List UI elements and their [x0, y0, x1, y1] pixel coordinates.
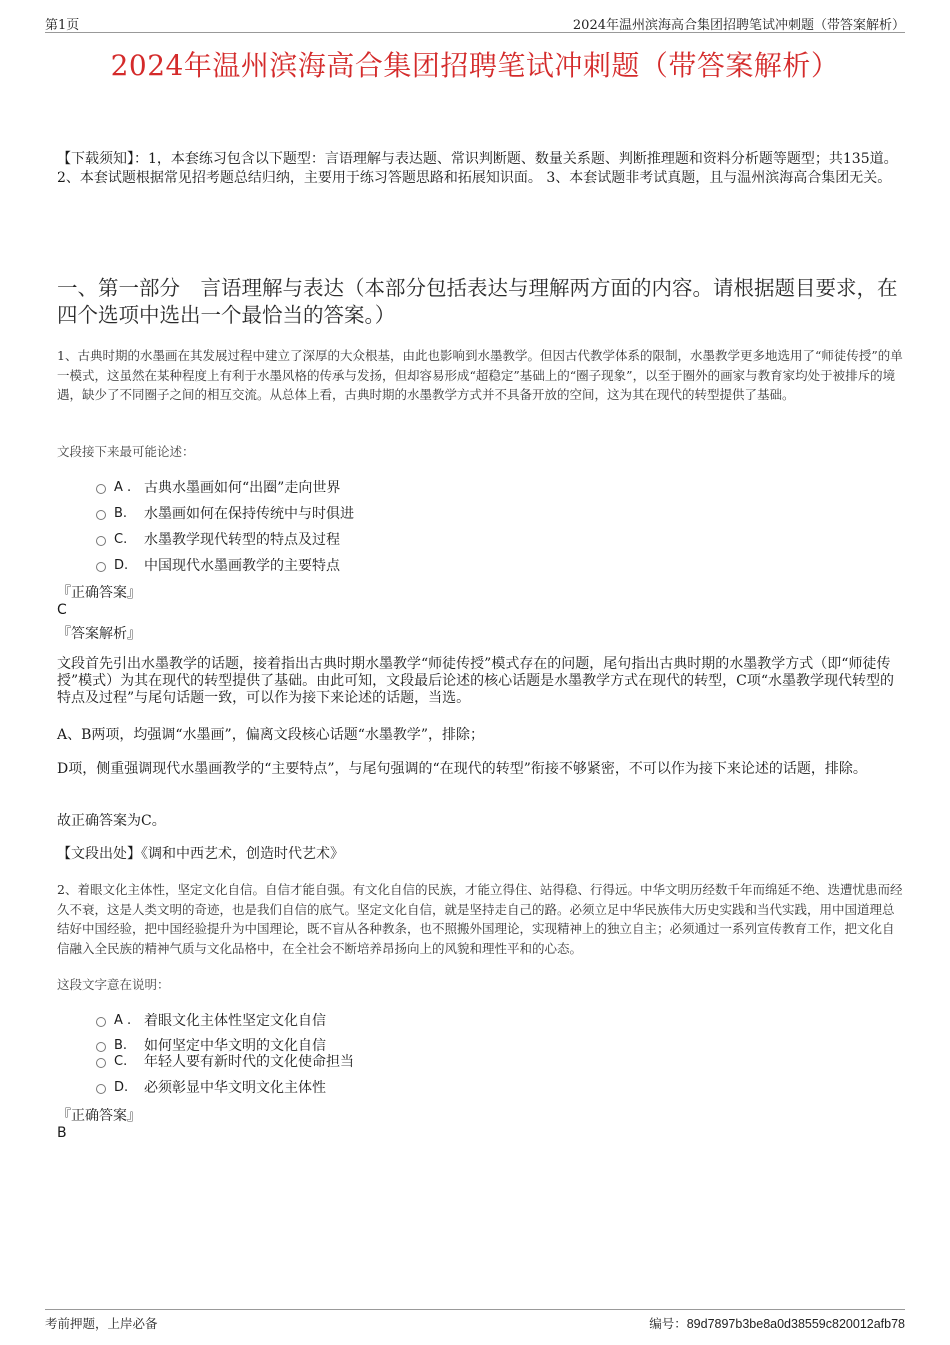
option-text: 古典水墨画如何“出圈”走向世界	[144, 480, 341, 496]
option-letter: B.	[114, 505, 128, 521]
radio-icon[interactable]	[96, 510, 106, 520]
question-2-stem: 2、着眼文化主体性，坚定文化自信。自信才能自强。有文化自信的民族，才能立得住、站得稳、行得远。中华文明历经数千年而绵延不绝、迭遭忧患而经久不衰，这是人类文明的奇迹，也是我们自信的底气。坚定文化自信，就是坚持走自己的路。必须立足中华民族伟大历史实践和当代实践，用中国道理总结好中国经验，把中国经验提升为中国理论，既不盲从各种教条，也不照搬外国理论，实现精神上的独立自主；必须通过一系列宣传教育工作，把文化自信融入全民族的精神气质与文化品格中，在全社会不断培养昂扬向上的风貌和理性平和的心态。	[57, 882, 903, 956]
q1-analysis-para: 文段首先引出水墨教学的话题，接着指出古典时期水墨教学“师徒传授”模式存在的问题，尾句指出古典时期的水墨教学方式（即“师徒传授”模式）为其在现代的转型提供了基础。由此可知，文段最后论述的核心话题是水墨教学方式在现代的转型，C项“水墨教学现代转型的特点及过程”与尾句话题一致，可以作为接下来论述的话题，当选。	[57, 656, 895, 706]
radio-icon[interactable]	[96, 1058, 106, 1068]
option-text: 水墨教学现代转型的特点及过程	[144, 532, 340, 548]
q1-analysis-para: A、B两项，均强调“水墨画”，偏离文段核心话题“水墨教学”，排除；	[57, 727, 485, 743]
download-notice: 【下载须知】：1，本套练习包含以下题型：言语理解与表达题、常识判断题、数量关系题、判断推理题和资料分析题等题型；共135道。 2、本套试题根据常见招考题总结归纳，主要用于练习答题思路和拓展知识面。 3、本套试题非考试真题，且与温州滨海高合集团无关。	[57, 151, 898, 186]
option-letter: A .	[114, 1012, 132, 1028]
q1-option-a[interactable]	[96, 477, 340, 497]
q1-option-c[interactable]	[96, 529, 340, 549]
q2-option-a[interactable]	[96, 1010, 326, 1030]
section-heading: 一、第一部分 言语理解与表达（本部分包括表达与理解两方面的内容。请根据题目要求，在四个选项中选出一个最恰当的答案。）	[57, 276, 898, 327]
q2-option-d[interactable]	[96, 1077, 326, 1097]
question-1-stem: 1、古典时期的水墨画在其发展过程中建立了深厚的大众根基，由此也影响到水墨教学。但因古代教学体系的限制，水墨教学更多地选用了“师徒传授”的单一模式，这虽然在某种程度上有利于水墨风格的传承与发扬，但却容易形成“超稳定”基础上的“圈子现象”，以至于圈外的画家与教育家均处于被排斥的境遇，缺少了不同圈子之间的相互交流。从总体上看，古典时期的水墨教学方式并不具备开放的空间，这为其在现代的转型提供了基础。	[57, 348, 903, 402]
option-text: 如何坚定中华文明的文化自信	[144, 1038, 326, 1054]
question-1-prompt: 文段接下来最可能论述：	[57, 444, 195, 459]
q1-analysis-para: D项，侧重强调现代水墨画教学的“主要特点”，与尾句强调的“在现代的转型”衔接不够紧密，不可以作为接下来论述的话题，排除。	[57, 761, 867, 777]
q2-answer-label: 『正确答案』	[57, 1108, 141, 1124]
running-title: 2024年温州滨海高合集团招聘笔试冲刺题（带答案解析）	[572, 18, 905, 33]
footer-code	[649, 1314, 905, 1332]
footer-code-label: 编号：	[649, 1316, 687, 1331]
q1-option-d[interactable]	[96, 555, 340, 575]
option-letter: D.	[114, 1079, 129, 1095]
q1-answer: C	[57, 602, 67, 618]
q2-answer: B	[57, 1125, 67, 1141]
option-text: 着眼文化主体性坚定文化自信	[144, 1013, 326, 1029]
question-2-prompt: 这段文字意在说明：	[57, 977, 170, 992]
radio-icon[interactable]	[96, 484, 106, 494]
q1-source: 【文段出处】《调和中西艺术，创造时代艺术》	[57, 846, 344, 862]
option-letter: C.	[114, 1053, 128, 1069]
radio-icon[interactable]	[96, 1084, 106, 1094]
option-letter: B.	[114, 1037, 128, 1053]
option-text: 中国现代水墨画教学的主要特点	[144, 558, 340, 574]
q1-option-b[interactable]	[96, 503, 354, 523]
footer-code-value: 89d7897b3be8a0d38559c820012afb78	[686, 1317, 905, 1331]
q2-option-c[interactable]	[96, 1051, 354, 1071]
q1-analysis-label: 『答案解析』	[57, 626, 141, 642]
q1-analysis-para: 故正确答案为C。	[57, 813, 166, 829]
option-letter: A .	[114, 479, 132, 495]
option-letter: C.	[114, 531, 128, 547]
page-number: 第1页	[45, 18, 80, 33]
radio-icon[interactable]	[96, 562, 106, 572]
option-letter: D.	[114, 557, 129, 573]
option-text: 年轻人要有新时代的文化使命担当	[144, 1054, 354, 1070]
page-title: 2024年温州滨海高合集团招聘笔试冲刺题（带答案解析）	[110, 49, 840, 82]
radio-icon[interactable]	[96, 1017, 106, 1027]
radio-icon[interactable]	[96, 536, 106, 546]
option-text: 必须彰显中华文明文化主体性	[144, 1080, 326, 1096]
footer-divider	[45, 1309, 905, 1310]
footer-slogan: 考前押题，上岸必备	[45, 1316, 158, 1331]
q1-answer-label: 『正确答案』	[57, 585, 141, 601]
option-text: 水墨画如何在保持传统中与时俱进	[144, 506, 354, 522]
header-divider	[45, 32, 905, 33]
